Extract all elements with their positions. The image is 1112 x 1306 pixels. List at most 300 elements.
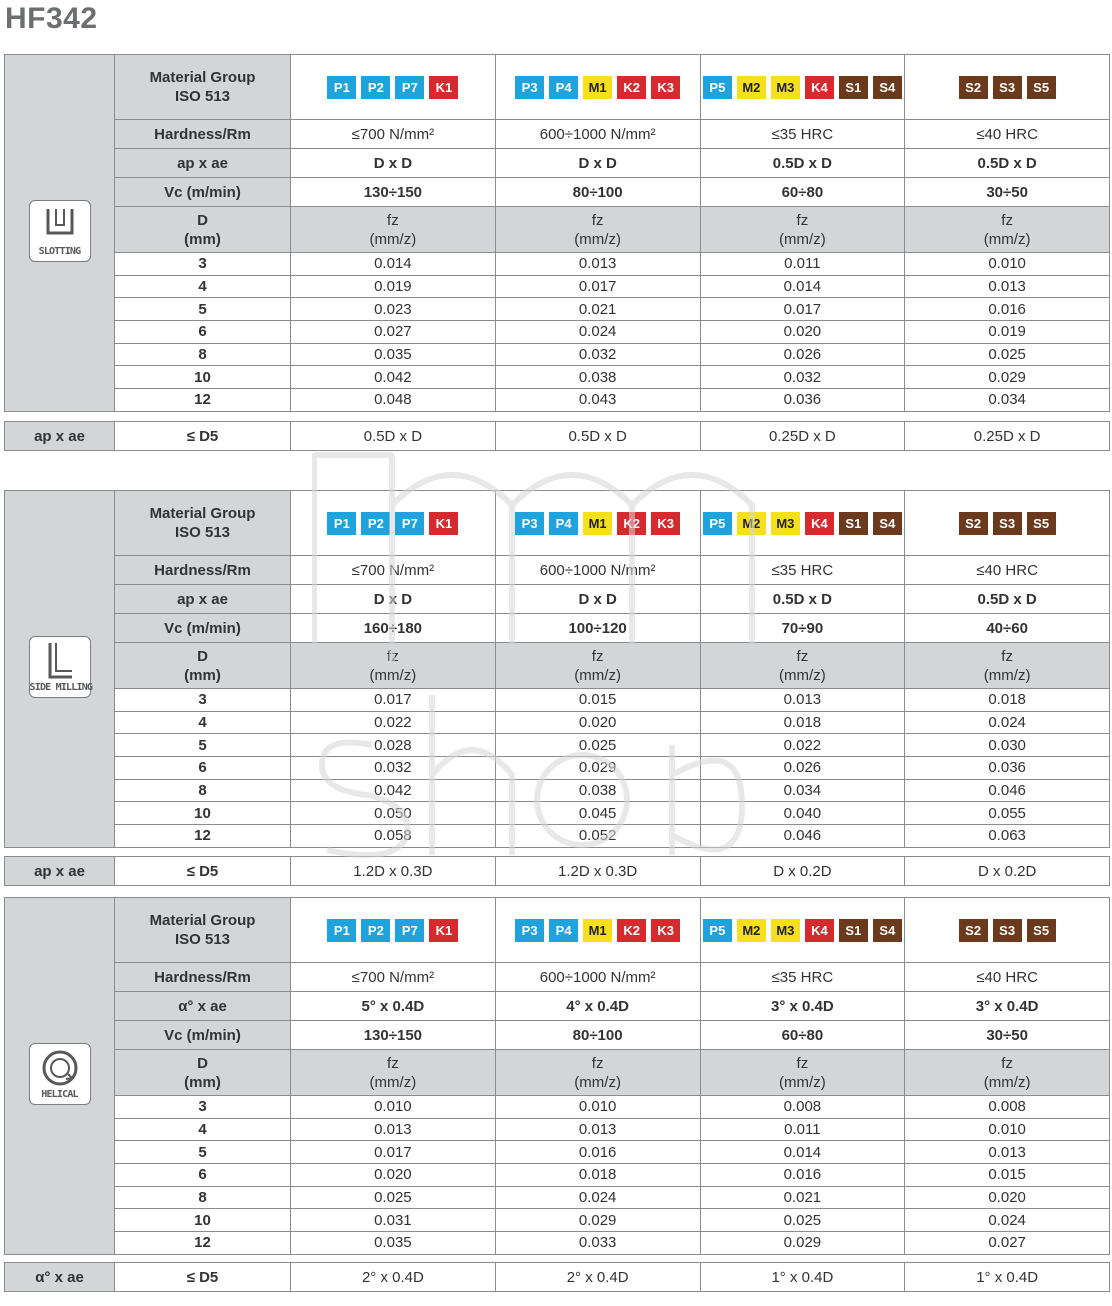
iso-chip: P7 [395,76,424,99]
fz-value: 0.036 [905,757,1110,780]
fz-value: 0.024 [495,1186,700,1209]
iso-chip: P3 [515,76,544,99]
fz-header-line2: (mm/z) [574,230,621,248]
fz-header [291,643,496,689]
iso-chip: K3 [651,919,680,942]
diameter-value: 12 [115,1232,291,1255]
table-row [5,1186,1110,1209]
fz-value: 0.010 [495,1096,700,1119]
fz-value: 0.014 [700,275,905,298]
fz-value: 0.032 [700,366,905,389]
fz-value: 0.043 [495,389,700,412]
fz-header-line2: (mm/z) [983,1073,1031,1091]
fz-value: 0.063 [905,825,1110,848]
material-group-label [115,55,291,120]
hardness-value: ≤35 HRC [700,120,905,149]
fz-value: 0.021 [700,1186,905,1209]
fz-value: 0.048 [291,389,496,412]
iso-chip: S5 [1027,76,1056,99]
fz-header [905,207,1110,253]
ap-ae-value: 3° x 0.4D [700,992,905,1021]
fz-value: 0.018 [905,689,1110,712]
vc-value: 130÷150 [291,1021,496,1050]
fz-value: 0.008 [700,1096,905,1119]
footer-label: ap x ae [5,422,115,451]
fz-header [905,643,1110,689]
iso-chip: S1 [839,512,868,535]
fz-value: 0.033 [495,1232,700,1255]
table-row [5,1164,1110,1187]
iso-chip: K3 [651,512,680,535]
hardness-value: ≤35 HRC [700,556,905,585]
iso-chip: K4 [805,76,834,99]
iso-chip: P2 [361,512,390,535]
slotting-icon [29,200,91,262]
footer-label: ap x ae [5,857,115,886]
fz-value: 0.029 [700,1232,905,1255]
iso-chip: P2 [361,76,390,99]
iso-chip: P5 [703,919,732,942]
ap-ae-label: ap x ae [115,149,291,178]
vc-label: Vc (m/min) [115,614,291,643]
table-row [5,779,1110,802]
ap-ae-label: ap x ae [115,585,291,614]
fz-value: 0.008 [905,1096,1110,1119]
iso-chip: M2 [737,76,766,99]
fz-value: 0.034 [905,389,1110,412]
ap-ae-value: 4° x 0.4D [495,992,700,1021]
diameter-header-line1: D [197,1054,208,1072]
ap-ae-value: D x D [495,149,700,178]
hardness-value: 600÷1000 N/mm² [495,120,700,149]
material-group-label [115,491,291,556]
diameter-header-line1: D [197,647,208,665]
fz-header-line2: (mm/z) [983,666,1031,684]
material-group-cell [905,491,1110,556]
vc-value: 80÷100 [495,178,700,207]
fz-value: 0.019 [905,321,1110,344]
iso-chip: K2 [617,919,646,942]
ap-ae-value: 0.5D x D [905,585,1110,614]
vc-value: 30÷50 [905,178,1110,207]
helical-icon [29,1043,91,1105]
footer-condition: ≤ D5 [115,857,291,886]
footer-value: 0.25D x D [905,422,1110,451]
table-row [5,275,1110,298]
fz-header [495,207,700,253]
fz-value: 0.029 [495,757,700,780]
ap-ae-value: 3° x 0.4D [905,992,1110,1021]
iso-chip: P7 [395,919,424,942]
diameter-value: 3 [115,689,291,712]
iso-chip: S1 [839,919,868,942]
material-group-label-line1: Material Group [149,69,256,86]
diameter-value: 4 [115,275,291,298]
footer-value: 2° x 0.4D [495,1263,700,1292]
fz-value: 0.018 [700,711,905,734]
hardness-value: ≤700 N/mm² [291,963,496,992]
fz-value: 0.025 [905,343,1110,366]
fz-value: 0.030 [905,734,1110,757]
iso-chip: S2 [959,919,988,942]
fz-header-line1: fz [1001,1054,1013,1072]
footer-value: 0.25D x D [700,422,905,451]
fz-header-line1: fz [1001,211,1013,229]
fz-header-line2: (mm/z) [983,230,1031,248]
fz-header-line2: (mm/z) [369,1073,417,1091]
diameter-value: 6 [115,321,291,344]
footer-value: D x 0.2D [700,857,905,886]
diameter-value: 8 [115,343,291,366]
footer-value: 1.2D x 0.3D [291,857,496,886]
iso-chip: S5 [1027,512,1056,535]
fz-value: 0.042 [291,366,496,389]
fz-value: 0.017 [495,275,700,298]
fz-value: 0.017 [291,689,496,712]
fz-value: 0.024 [495,321,700,344]
fz-header-line1: fz [796,647,809,665]
table-row [5,321,1110,344]
iso-chip: K2 [617,76,646,99]
fz-value: 0.034 [700,779,905,802]
fz-value: 0.025 [700,1209,905,1232]
fz-value: 0.050 [291,802,496,825]
fz-header-line2: (mm/z) [574,1073,621,1091]
operation-cell [5,491,115,848]
fz-header-line2: (mm/z) [369,230,417,248]
operation-label: HELICAL [41,1088,78,1100]
table-row [5,1232,1110,1255]
material-group-label-line1: Material Group [149,912,256,929]
cutting-table-0 [4,54,1110,412]
fz-value: 0.013 [291,1118,496,1141]
footer-condition: ≤ D5 [115,422,291,451]
fz-value: 0.031 [291,1209,496,1232]
diameter-value: 3 [115,253,291,276]
cutting-table-1 [4,490,1110,848]
ap-ae-value: 0.5D x D [700,585,905,614]
fz-value: 0.024 [905,711,1110,734]
fz-header [495,1050,700,1096]
fz-header-line1: fz [387,647,399,665]
fz-value: 0.025 [495,734,700,757]
fz-value: 0.058 [291,825,496,848]
iso-chip: P5 [703,76,732,99]
diameter-header-line2: (mm) [184,666,221,684]
table-row [5,825,1110,848]
iso-chip: K1 [429,512,458,535]
footer-value: 0.5D x D [495,422,700,451]
iso-chip: K1 [429,76,458,99]
diameter-value: 5 [115,734,291,757]
vc-value: 60÷80 [700,178,905,207]
fz-header [291,207,496,253]
fz-header-line1: fz [796,1054,809,1072]
ap-ae-value: D x D [495,585,700,614]
diameter-value: 5 [115,298,291,321]
material-group-label-line2: ISO 513 [174,931,231,948]
table-row [5,1141,1110,1164]
footer-value: 1° x 0.4D [700,1263,905,1292]
iso-chip: P4 [549,919,578,942]
diameter-value: 12 [115,825,291,848]
fz-value: 0.022 [700,734,905,757]
table-row [5,1118,1110,1141]
diameter-value: 4 [115,711,291,734]
hardness-label: Hardness/Rm [115,556,291,585]
iso-chip: S4 [873,512,902,535]
fz-value: 0.029 [495,1209,700,1232]
fz-value: 0.019 [291,275,496,298]
iso-chip: S4 [873,76,902,99]
fz-header [700,1050,905,1096]
table-row [5,1209,1110,1232]
fz-value: 0.032 [495,343,700,366]
hardness-value: ≤40 HRC [905,963,1110,992]
vc-value: 40÷60 [905,614,1110,643]
diameter-header-line2: (mm) [184,230,221,248]
fz-value: 0.029 [905,366,1110,389]
fz-value: 0.035 [291,343,496,366]
fz-value: 0.020 [905,1186,1110,1209]
operation-cell [5,898,115,1255]
fz-value: 0.042 [291,779,496,802]
iso-chip: K4 [805,919,834,942]
hardness-value: 600÷1000 N/mm² [495,963,700,992]
table-row [5,1096,1110,1119]
fz-value: 0.025 [291,1186,496,1209]
fz-value: 0.014 [700,1141,905,1164]
material-group-cell [291,898,496,963]
fz-value: 0.011 [700,1118,905,1141]
fz-header-line2: (mm/z) [574,666,621,684]
fz-value: 0.024 [905,1209,1110,1232]
material-group-cell [905,898,1110,963]
fz-header-line2: (mm/z) [369,666,417,684]
iso-chip: P1 [327,76,356,99]
fz-value: 0.015 [905,1164,1110,1187]
fz-value: 0.010 [905,253,1110,276]
iso-chip: M3 [771,512,800,535]
fz-value: 0.020 [291,1164,496,1187]
diameter-value: 3 [115,1096,291,1119]
fz-value: 0.017 [291,1141,496,1164]
ap-ae-label: α° x ae [115,992,291,1021]
fz-header [700,207,905,253]
fz-value: 0.046 [905,779,1110,802]
fz-value: 0.046 [700,825,905,848]
fz-value: 0.026 [700,343,905,366]
iso-chip: M1 [583,512,612,535]
fz-header-line1: fz [387,1054,399,1072]
fz-value: 0.023 [291,298,496,321]
fz-header-line2: (mm/z) [779,666,826,684]
vc-label: Vc (m/min) [115,178,291,207]
ap-ae-value: D x D [291,585,496,614]
ap-ae-value: 0.5D x D [905,149,1110,178]
fz-header-line1: fz [591,647,604,665]
iso-chip: P3 [515,919,544,942]
fz-value: 0.027 [291,321,496,344]
table-row [5,253,1110,276]
footer-value: 0.5D x D [291,422,496,451]
diameter-value: 8 [115,1186,291,1209]
diameter-value: 12 [115,389,291,412]
footer-table-1 [4,856,1110,886]
table-row [5,757,1110,780]
iso-chip: M1 [583,919,612,942]
fz-header-line1: fz [796,211,809,229]
table-row [5,366,1110,389]
vc-value: 130÷150 [291,178,496,207]
vc-value: 80÷100 [495,1021,700,1050]
hardness-label: Hardness/Rm [115,963,291,992]
hardness-value: ≤40 HRC [905,120,1110,149]
diameter-value: 6 [115,757,291,780]
material-group-cell [700,55,905,120]
fz-value: 0.013 [495,253,700,276]
fz-header-line1: fz [1001,647,1013,665]
diameter-value: 6 [115,1164,291,1187]
fz-header-line1: fz [387,211,399,229]
fz-value: 0.013 [905,1141,1110,1164]
hardness-value: ≤700 N/mm² [291,556,496,585]
fz-value: 0.014 [291,253,496,276]
vc-value: 160÷180 [291,614,496,643]
iso-chip: M3 [771,76,800,99]
diameter-value: 8 [115,779,291,802]
fz-value: 0.022 [291,711,496,734]
fz-value: 0.020 [700,321,905,344]
iso-chip: S5 [1027,919,1056,942]
material-group-cell [495,491,700,556]
material-group-label-line2: ISO 513 [174,524,231,541]
table-row [5,689,1110,712]
iso-chip: P4 [549,512,578,535]
footer-table-0 [4,421,1110,451]
iso-chip: P1 [327,919,356,942]
table-row [5,711,1110,734]
operation-label: SIDE MILLING [29,681,93,693]
ap-ae-value: 0.5D x D [700,149,905,178]
material-group-cell [291,55,496,120]
fz-value: 0.052 [495,825,700,848]
fz-value: 0.026 [700,757,905,780]
footer-label: α° x ae [5,1263,115,1292]
iso-chip: P4 [549,76,578,99]
iso-chip: S1 [839,76,868,99]
table-row [5,389,1110,412]
diameter-value: 4 [115,1118,291,1141]
diameter-header [115,207,291,253]
vc-value: 60÷80 [700,1021,905,1050]
iso-chip: K3 [651,76,680,99]
hardness-value: ≤35 HRC [700,963,905,992]
iso-chip: S2 [959,76,988,99]
fz-value: 0.011 [700,253,905,276]
ap-ae-value: 5° x 0.4D [291,992,496,1021]
operation-cell [5,55,115,412]
fz-value: 0.013 [700,689,905,712]
diameter-value: 10 [115,802,291,825]
ap-ae-value: D x D [291,149,496,178]
cutting-table-2 [4,897,1110,1255]
fz-value: 0.038 [495,366,700,389]
diameter-value: 10 [115,1209,291,1232]
fz-value: 0.015 [495,689,700,712]
hardness-label: Hardness/Rm [115,120,291,149]
fz-value: 0.032 [291,757,496,780]
fz-header [291,1050,496,1096]
iso-chip: S4 [873,919,902,942]
iso-chip: K1 [429,919,458,942]
fz-value: 0.017 [700,298,905,321]
side-milling-icon [29,636,91,698]
fz-value: 0.016 [905,298,1110,321]
fz-value: 0.055 [905,802,1110,825]
iso-chip: P1 [327,512,356,535]
fz-header-line1: fz [591,211,604,229]
fz-header [495,643,700,689]
table-row [5,343,1110,366]
iso-chip: P7 [395,512,424,535]
fz-header-line1: fz [591,1054,604,1072]
diameter-header [115,643,291,689]
diameter-header-line2: (mm) [184,1073,221,1091]
hardness-value: ≤40 HRC [905,556,1110,585]
fz-value: 0.035 [291,1232,496,1255]
material-group-label-line1: Material Group [149,505,256,522]
iso-chip: S3 [993,919,1022,942]
vc-value: 100÷120 [495,614,700,643]
material-group-label-line2: ISO 513 [174,88,231,105]
hardness-value: 600÷1000 N/mm² [495,556,700,585]
vc-value: 70÷90 [700,614,905,643]
fz-value: 0.016 [495,1141,700,1164]
material-group-cell [700,898,905,963]
hardness-value: ≤700 N/mm² [291,120,496,149]
footer-value: 1.2D x 0.3D [495,857,700,886]
iso-chip: S2 [959,512,988,535]
footer-value: D x 0.2D [905,857,1110,886]
footer-table-2 [4,1262,1110,1292]
diameter-header [115,1050,291,1096]
vc-value: 30÷50 [905,1021,1110,1050]
fz-value: 0.016 [700,1164,905,1187]
fz-value: 0.010 [291,1096,496,1119]
page-title: HF342 [5,2,98,35]
fz-value: 0.018 [495,1164,700,1187]
material-group-cell [700,491,905,556]
iso-chip: M2 [737,919,766,942]
fz-header [700,643,905,689]
iso-chip: P2 [361,919,390,942]
iso-chip: P3 [515,512,544,535]
table-row [5,802,1110,825]
fz-header-line2: (mm/z) [779,230,826,248]
material-group-cell [905,55,1110,120]
iso-chip: S3 [993,76,1022,99]
material-group-label [115,898,291,963]
fz-value: 0.040 [700,802,905,825]
fz-value: 0.010 [905,1118,1110,1141]
vc-label: Vc (m/min) [115,1021,291,1050]
iso-chip: P5 [703,512,732,535]
iso-chip: M2 [737,512,766,535]
operation-label: SLOTTING [38,245,81,257]
footer-value: 2° x 0.4D [291,1263,496,1292]
fz-value: 0.027 [905,1232,1110,1255]
